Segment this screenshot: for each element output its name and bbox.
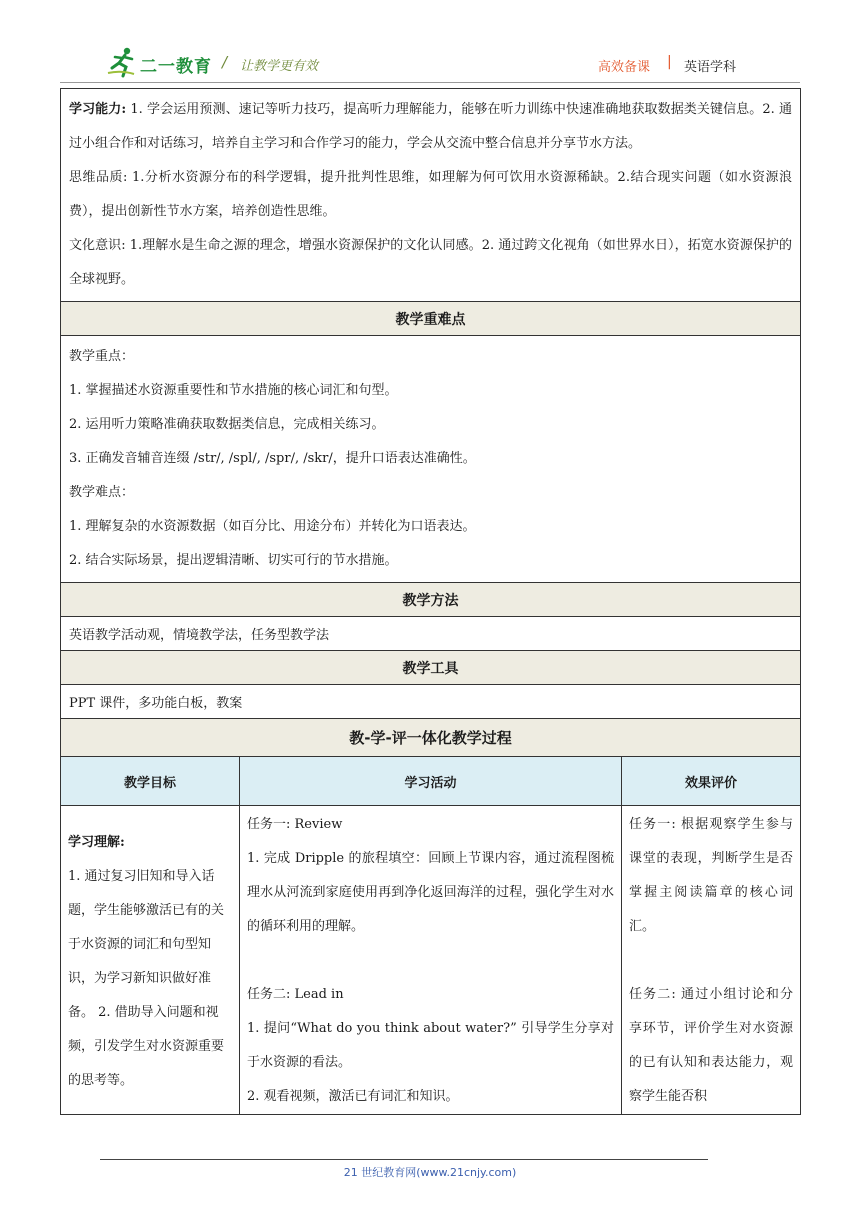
task2-item-1: 1. 提问“What do you think about water?” 引导学生分享对于水资源的看法。 bbox=[247, 1021, 614, 1070]
cultural-awareness-paragraph: 文化意识: 1.理解水是生命之源的理念，增强水资源保护的文化认同感。2. 通过跨文化视角（如世界水日），拓宽水资源保护的全球视野。 bbox=[69, 238, 793, 287]
difficulty-item-2: 2. 结合实际场景，提出逻辑清晰、切实可行的节水措施。 bbox=[69, 553, 398, 568]
task2-item-2: 2. 观看视频，激活已有词汇和知识。 bbox=[247, 1089, 459, 1104]
header-efficient-prep: 高效备课 bbox=[598, 60, 651, 75]
header-subject: 英语学科 bbox=[684, 60, 737, 75]
goal-text: 1. 通过复习旧知和导入话题，学生能够激活已有的关于水资源的词汇和句型知识，为学习新知识做好准备。 2. 借助导入问题和视频，引发学生对水资源重要的思考等。 bbox=[68, 869, 225, 1088]
thinking-quality-paragraph: 思维品质: 1.分析水资源分布的科学逻辑，提升批判性思维，如理解为何可饮用水资源稀缺。2.结合现实问题（如水资源浪费），提出创新性节水方案，培养创造性思维。 bbox=[69, 170, 793, 219]
process-row bbox=[61, 806, 801, 1115]
key-points-cell bbox=[61, 336, 801, 583]
key-points-heading: 教学重难点 bbox=[61, 302, 801, 336]
key-points-row bbox=[61, 336, 801, 583]
learning-ability-text: 1. 学会运用预测、速记等听力技巧，提高听力理解能力，能够在听力训练中快速准确地获取数据类关键信息。2. 通过小组合作和对话练习，培养自主学习和合作学习的能力，学会从交流中整合信息并分享节水方法。 bbox=[69, 102, 792, 151]
focus-item-3: 3. 正确发音辅音连缀 /str/, /spl/, /spr/, /skr/，提升口语表达准确性。 bbox=[69, 451, 476, 466]
process-heading: 教-学-评一体化教学过程 bbox=[61, 719, 801, 757]
evaluation-task2: 任务二: 通过小组讨论和分享环节，评价学生对水资源的已有认知和表达能力，观察学生能否积 bbox=[629, 987, 794, 1104]
process-column-headers bbox=[61, 757, 801, 806]
difficulty-item-1: 1. 理解复杂的水资源数据（如百分比、用途分布）并转化为口语表达。 bbox=[69, 519, 476, 534]
goal-label: 学习理解: bbox=[68, 835, 125, 850]
column-header-activity: 学习活动 bbox=[240, 757, 622, 806]
column-header-evaluation: 效果评价 bbox=[622, 757, 801, 806]
evaluation-task1: 任务一: 根据观察学生参与课堂的表现，判断学生是否掌握主阅读篇章的核心词汇。 bbox=[629, 817, 794, 934]
footer-text: 21 世纪教育网(www.21cnjy.com) bbox=[343, 1166, 517, 1179]
task1-title: 任务一: Review bbox=[247, 817, 343, 832]
tools-heading: 教学工具 bbox=[61, 651, 801, 685]
header-separator: | bbox=[667, 54, 672, 70]
methods-heading: 教学方法 bbox=[61, 583, 801, 617]
goal-cell bbox=[61, 806, 240, 1115]
objectives-row bbox=[61, 89, 801, 302]
task1-text: 1. 完成 Dripple 的旅程填空：回顾上节课内容，通过流程图梳理水从河流到家庭使用再到净化返回海洋的过程，强化学生对水的循环利用的理解。 bbox=[247, 851, 614, 934]
evaluation-cell bbox=[622, 806, 801, 1115]
task2-title: 任务二: Lead in bbox=[247, 987, 344, 1002]
lesson-plan-table bbox=[60, 88, 801, 1115]
column-header-goal: 教学目标 bbox=[61, 757, 240, 806]
objectives-cell bbox=[61, 89, 801, 302]
focus-item-1: 1. 掌握描述水资源重要性和节水措施的核心词汇和句型。 bbox=[69, 383, 398, 398]
brand-name: 二一教育 bbox=[140, 57, 212, 77]
focus-label: 教学重点： bbox=[69, 349, 135, 364]
runner-logo-icon bbox=[106, 46, 136, 78]
learning-ability-label: 学习能力: bbox=[69, 102, 127, 117]
brand-slogan: 让教学更有效 bbox=[240, 59, 319, 74]
learning-ability-paragraph bbox=[69, 93, 792, 161]
header-divider bbox=[60, 82, 800, 83]
activity-cell bbox=[240, 806, 622, 1115]
footer-divider bbox=[100, 1159, 708, 1160]
focus-item-2: 2. 运用听力策略准确获取数据类信息，完成相关练习。 bbox=[69, 417, 385, 432]
tools-text: PPT 课件，多功能白板，教案 bbox=[61, 685, 801, 719]
difficulty-label: 教学难点： bbox=[69, 485, 135, 500]
methods-text: 英语教学活动观，情境教学法，任务型教学法 bbox=[61, 617, 801, 651]
page-header bbox=[0, 0, 860, 90]
header-slash: / bbox=[222, 53, 228, 71]
